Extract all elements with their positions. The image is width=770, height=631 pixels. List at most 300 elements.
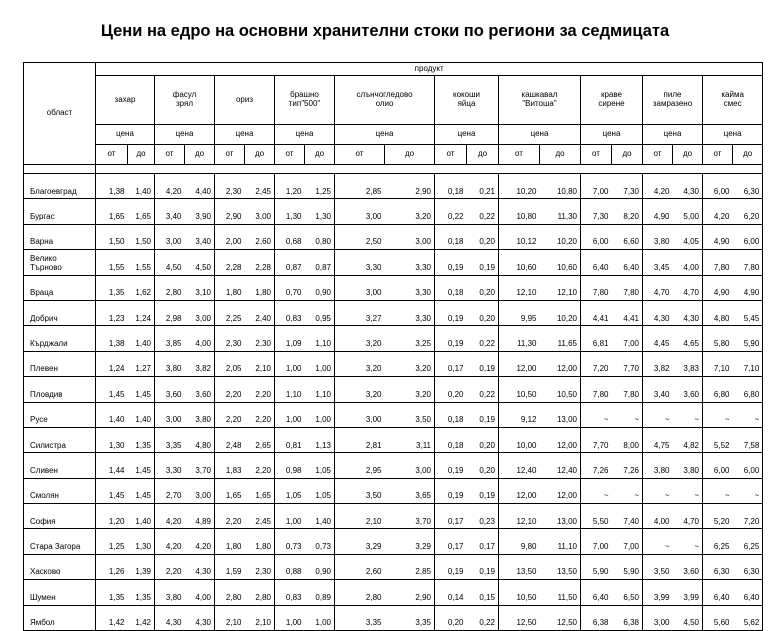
price-to-cell: 2,40 xyxy=(245,300,275,325)
price-label: цена xyxy=(155,125,215,145)
price-from-cell: 3,27 xyxy=(335,300,385,325)
price-to-cell: 4,20 xyxy=(185,529,215,554)
price-to-cell: 4,90 xyxy=(733,275,763,300)
price-from-cell: 4,90 xyxy=(643,199,673,224)
from-label: от xyxy=(96,145,128,165)
price-from-cell: 1,20 xyxy=(96,504,128,529)
price-from-cell: 7,00 xyxy=(581,529,612,554)
price-to-cell: 0,20 xyxy=(467,300,499,325)
price-from-cell: ~ xyxy=(643,478,673,503)
price-from-cell: 3,30 xyxy=(335,250,385,275)
price-to-cell: 12,00 xyxy=(540,351,581,376)
price-from-cell: 2,50 xyxy=(335,224,385,249)
price-to-cell: 2,65 xyxy=(245,427,275,452)
price-to-cell: 1,40 xyxy=(128,326,155,351)
price-to-cell: 7,58 xyxy=(733,427,763,452)
price-label: цена xyxy=(643,125,703,145)
price-to-cell: 11,30 xyxy=(540,199,581,224)
price-from-cell: 2,10 xyxy=(215,605,245,630)
price-to-cell: 3,20 xyxy=(385,351,435,376)
price-to-cell: 7,00 xyxy=(612,326,643,351)
price-to-cell: 1,00 xyxy=(305,402,335,427)
price-from-cell: 0,18 xyxy=(435,427,467,452)
price-from-cell: 7,00 xyxy=(581,174,612,199)
table-row xyxy=(24,453,763,478)
price-to-cell: 6,30 xyxy=(733,174,763,199)
price-to-cell: 0,89 xyxy=(305,580,335,605)
price-from-cell: 1,35 xyxy=(96,275,128,300)
price-to-cell: 0,22 xyxy=(467,377,499,402)
price-to-cell: 3,90 xyxy=(185,199,215,224)
table-row xyxy=(24,504,763,529)
price-from-cell: 5,20 xyxy=(703,504,733,529)
price-to-cell: 1,30 xyxy=(305,199,335,224)
price-to-cell: 4,30 xyxy=(185,605,215,630)
price-label: цена xyxy=(581,125,643,145)
table-row xyxy=(24,402,763,427)
price-to-cell: 7,70 xyxy=(612,351,643,376)
price-to-cell: 3,20 xyxy=(385,377,435,402)
from-to-row xyxy=(24,145,763,165)
price-from-cell: 1,59 xyxy=(215,554,245,579)
price-from-cell: 1,00 xyxy=(275,605,305,630)
price-to-cell: 6,30 xyxy=(733,554,763,579)
price-to-cell: ~ xyxy=(733,402,763,427)
price-from-cell: 1,09 xyxy=(275,326,305,351)
price-from-cell: 13,50 xyxy=(499,554,540,579)
price-to-cell: 0,23 xyxy=(467,504,499,529)
table-row xyxy=(24,275,763,300)
price-from-cell: 1,38 xyxy=(96,326,128,351)
price-to-cell: 13,00 xyxy=(540,504,581,529)
table-row xyxy=(24,478,763,503)
price-to-cell: 3,00 xyxy=(245,199,275,224)
price-from-cell: 1,65 xyxy=(215,478,245,503)
price-from-cell: 4,80 xyxy=(703,300,733,325)
price-from-cell: 7,30 xyxy=(581,199,612,224)
price-to-cell: 7,30 xyxy=(612,174,643,199)
price-from-cell: 2,98 xyxy=(155,300,185,325)
price-from-cell: 1,35 xyxy=(96,580,128,605)
price-to-cell: 3,00 xyxy=(385,224,435,249)
price-to-cell: 4,50 xyxy=(673,605,703,630)
price-to-cell: 0,20 xyxy=(467,275,499,300)
from-label: от xyxy=(581,145,612,165)
price-from-cell: 6,40 xyxy=(703,580,733,605)
price-from-cell: 2,80 xyxy=(155,275,185,300)
product-header: захар xyxy=(96,76,155,125)
from-label: от xyxy=(703,145,733,165)
region-name: Сливен xyxy=(24,453,96,478)
price-from-cell: 3,40 xyxy=(155,199,185,224)
price-from-cell: 0,68 xyxy=(275,224,305,249)
price-from-cell: 0,19 xyxy=(435,300,467,325)
price-from-cell: ~ xyxy=(643,529,673,554)
price-to-cell: 1,00 xyxy=(305,351,335,376)
table-row xyxy=(24,554,763,579)
price-to-cell: 3,30 xyxy=(385,250,435,275)
from-label: от xyxy=(499,145,540,165)
price-to-cell: 1,45 xyxy=(128,478,155,503)
price-from-cell: 0,20 xyxy=(435,605,467,630)
from-label: от xyxy=(275,145,305,165)
price-from-cell: 2,05 xyxy=(215,351,245,376)
price-from-cell: 12,40 xyxy=(499,453,540,478)
from-label: от xyxy=(335,145,385,165)
price-from-cell: 7,20 xyxy=(581,351,612,376)
price-to-cell: 5,62 xyxy=(733,605,763,630)
price-from-cell: 7,80 xyxy=(581,377,612,402)
to-label: до xyxy=(733,145,763,165)
price-to-cell: 4,50 xyxy=(185,250,215,275)
from-label: от xyxy=(155,145,185,165)
price-from-cell: 0,18 xyxy=(435,275,467,300)
price-from-cell: 4,30 xyxy=(155,605,185,630)
price-from-cell: 1,45 xyxy=(96,478,128,503)
price-from-cell: 1,30 xyxy=(275,199,305,224)
price-to-cell: 7,80 xyxy=(612,275,643,300)
price-to-cell: 0,19 xyxy=(467,351,499,376)
price-to-cell: 0,22 xyxy=(467,326,499,351)
price-to-cell: 0,19 xyxy=(467,250,499,275)
table-row xyxy=(24,377,763,402)
price-to-cell: 7,20 xyxy=(733,504,763,529)
table-row xyxy=(24,199,763,224)
price-to-cell: 4,80 xyxy=(185,427,215,452)
price-from-cell: 6,00 xyxy=(703,453,733,478)
price-from-cell: 4,30 xyxy=(643,300,673,325)
region-name: Смолян xyxy=(24,478,96,503)
price-to-cell: 2,85 xyxy=(385,554,435,579)
price-from-cell: ~ xyxy=(643,402,673,427)
price-from-cell: 6,38 xyxy=(581,605,612,630)
product-names-row xyxy=(24,76,763,125)
price-from-cell: 0,18 xyxy=(435,224,467,249)
price-to-cell: 3,10 xyxy=(185,275,215,300)
price-from-cell: 12,10 xyxy=(499,275,540,300)
price-from-cell: 10,50 xyxy=(499,377,540,402)
region-name: Плевен xyxy=(24,351,96,376)
from-label: от xyxy=(435,145,467,165)
price-from-cell: 10,50 xyxy=(499,580,540,605)
price-from-cell: 0,14 xyxy=(435,580,467,605)
price-from-cell: 7,10 xyxy=(703,351,733,376)
region-name: Ямбол xyxy=(24,605,96,630)
price-to-cell: 1,35 xyxy=(128,427,155,452)
price-from-cell: ~ xyxy=(703,478,733,503)
table-row xyxy=(24,351,763,376)
price-from-cell: 3,20 xyxy=(335,377,385,402)
price-from-cell: 2,48 xyxy=(215,427,245,452)
product-group-header-row xyxy=(24,63,763,76)
price-from-cell: 10,20 xyxy=(499,174,540,199)
price-from-cell: 7,80 xyxy=(581,275,612,300)
price-to-cell: 2,90 xyxy=(385,580,435,605)
price-from-cell: 0,18 xyxy=(435,402,467,427)
price-from-cell: 3,50 xyxy=(335,478,385,503)
region-column-header: област xyxy=(24,63,96,165)
price-from-cell: 12,10 xyxy=(499,504,540,529)
price-to-cell: 4,00 xyxy=(673,250,703,275)
price-from-cell: 3,00 xyxy=(155,224,185,249)
price-to-cell: 4,70 xyxy=(673,504,703,529)
price-from-cell: 10,80 xyxy=(499,199,540,224)
price-from-cell: 0,19 xyxy=(435,453,467,478)
price-from-cell: 0,88 xyxy=(275,554,305,579)
price-from-cell: 7,26 xyxy=(581,453,612,478)
price-from-cell: 4,75 xyxy=(643,427,673,452)
price-to-cell: 1,40 xyxy=(128,402,155,427)
price-to-cell: 13,50 xyxy=(540,554,581,579)
price-from-cell: 4,90 xyxy=(703,275,733,300)
price-from-cell: 0,87 xyxy=(275,250,305,275)
price-to-cell: 3,70 xyxy=(185,453,215,478)
price-from-cell: 2,95 xyxy=(335,453,385,478)
price-to-cell: 3,25 xyxy=(385,326,435,351)
price-to-cell: 1,00 xyxy=(305,605,335,630)
price-to-cell: 0,80 xyxy=(305,224,335,249)
to-label: до xyxy=(305,145,335,165)
price-to-cell: 2,28 xyxy=(245,250,275,275)
price-to-cell: ~ xyxy=(733,478,763,503)
price-from-cell: 2,80 xyxy=(335,580,385,605)
region-name: Враца xyxy=(24,275,96,300)
price-label: цена xyxy=(499,125,581,145)
price-from-cell: 5,60 xyxy=(703,605,733,630)
product-header: кайма смес xyxy=(703,76,763,125)
region-name: Варна xyxy=(24,224,96,249)
price-from-cell: 1,25 xyxy=(96,529,128,554)
price-to-cell: 12,00 xyxy=(540,478,581,503)
price-from-cell: 2,81 xyxy=(335,427,385,452)
price-from-cell: 2,28 xyxy=(215,250,245,275)
price-to-cell: 10,20 xyxy=(540,224,581,249)
price-from-cell: 0,22 xyxy=(435,199,467,224)
price-to-cell: 7,10 xyxy=(733,351,763,376)
price-from-cell: 0,19 xyxy=(435,478,467,503)
price-from-cell: 4,20 xyxy=(643,174,673,199)
price-to-cell: 1,05 xyxy=(305,478,335,503)
price-to-cell: 2,30 xyxy=(245,326,275,351)
price-from-cell: 10,12 xyxy=(499,224,540,249)
price-to-cell: 1,27 xyxy=(128,351,155,376)
price-from-cell: 1,42 xyxy=(96,605,128,630)
price-from-cell: 12,00 xyxy=(499,478,540,503)
price-to-cell: 1,13 xyxy=(305,427,335,452)
price-to-cell: 2,10 xyxy=(245,351,275,376)
price-to-cell: 3,30 xyxy=(385,275,435,300)
price-to-cell: 2,20 xyxy=(245,377,275,402)
price-from-cell: 3,30 xyxy=(155,453,185,478)
price-from-cell: 0,20 xyxy=(435,377,467,402)
price-from-cell: 3,50 xyxy=(643,554,673,579)
price-from-cell: 3,00 xyxy=(335,199,385,224)
price-to-cell: 6,00 xyxy=(733,224,763,249)
price-from-cell: 1,40 xyxy=(96,402,128,427)
price-from-cell: 6,25 xyxy=(703,529,733,554)
price-to-cell: 2,30 xyxy=(245,554,275,579)
price-from-cell: 12,00 xyxy=(499,351,540,376)
price-to-cell: 2,80 xyxy=(245,580,275,605)
price-to-cell: 1,45 xyxy=(128,453,155,478)
price-from-cell: 3,60 xyxy=(155,377,185,402)
price-from-cell: 3,82 xyxy=(643,351,673,376)
price-from-cell: 2,60 xyxy=(335,554,385,579)
price-to-cell: 0,95 xyxy=(305,300,335,325)
region-name: Силистра xyxy=(24,427,96,452)
price-to-cell: 6,50 xyxy=(612,580,643,605)
price-to-cell: 2,10 xyxy=(245,605,275,630)
price-to-cell: 11,65 xyxy=(540,326,581,351)
price-from-cell: 3,80 xyxy=(155,580,185,605)
price-from-cell: 1,00 xyxy=(275,504,305,529)
price-to-cell: 11,10 xyxy=(540,529,581,554)
price-to-cell: ~ xyxy=(673,402,703,427)
price-to-cell: 4,30 xyxy=(673,300,703,325)
price-to-cell: 3,29 xyxy=(385,529,435,554)
price-to-cell: 1,30 xyxy=(128,529,155,554)
price-to-cell: 4,40 xyxy=(185,174,215,199)
price-from-cell: 2,10 xyxy=(335,504,385,529)
price-to-cell: 4,70 xyxy=(673,275,703,300)
price-to-cell: 1,80 xyxy=(245,529,275,554)
product-header: брашно тип"500" xyxy=(275,76,335,125)
price-from-cell: 3,35 xyxy=(335,605,385,630)
price-from-cell: 5,50 xyxy=(581,504,612,529)
price-to-cell: 3,80 xyxy=(185,402,215,427)
price-from-cell: 1,24 xyxy=(96,351,128,376)
region-name: Русе xyxy=(24,402,96,427)
price-from-cell: 3,40 xyxy=(643,377,673,402)
price-to-cell: 0,22 xyxy=(467,199,499,224)
price-from-cell: 10,00 xyxy=(499,427,540,452)
price-to-cell: 4,30 xyxy=(673,174,703,199)
price-from-cell: 1,10 xyxy=(275,377,305,402)
product-header: пиле замразено xyxy=(643,76,703,125)
price-to-cell: 0,73 xyxy=(305,529,335,554)
table-row xyxy=(24,529,763,554)
price-to-cell: 6,00 xyxy=(733,453,763,478)
price-from-cell: 1,23 xyxy=(96,300,128,325)
price-from-cell: 2,30 xyxy=(215,326,245,351)
table-row xyxy=(24,580,763,605)
price-to-cell: 7,40 xyxy=(612,504,643,529)
price-to-cell: 2,60 xyxy=(245,224,275,249)
price-to-cell: 1,65 xyxy=(128,199,155,224)
price-from-cell: 3,80 xyxy=(155,351,185,376)
price-to-cell: 0,19 xyxy=(467,402,499,427)
table-row xyxy=(24,250,763,275)
price-from-cell: 2,80 xyxy=(215,580,245,605)
price-from-cell: 0,98 xyxy=(275,453,305,478)
price-from-cell: 0,83 xyxy=(275,300,305,325)
price-from-cell: 6,00 xyxy=(703,174,733,199)
table-row xyxy=(24,224,763,249)
price-to-cell: 6,40 xyxy=(612,250,643,275)
price-from-cell: 2,30 xyxy=(215,174,245,199)
product-header: ориз xyxy=(215,76,275,125)
price-from-cell: 2,20 xyxy=(155,554,185,579)
price-from-cell: 6,00 xyxy=(581,224,612,249)
price-from-cell: 1,20 xyxy=(275,174,305,199)
price-from-cell: 6,40 xyxy=(581,250,612,275)
region-name: Пловдив xyxy=(24,377,96,402)
region-name: Шумен xyxy=(24,580,96,605)
region-name: София xyxy=(24,504,96,529)
price-to-cell: 4,89 xyxy=(185,504,215,529)
price-to-cell: 10,60 xyxy=(540,250,581,275)
price-from-cell: 4,90 xyxy=(703,224,733,249)
to-label: до xyxy=(540,145,581,165)
price-to-cell: ~ xyxy=(612,402,643,427)
price-to-cell: 3,70 xyxy=(385,504,435,529)
price-to-cell: 3,80 xyxy=(673,453,703,478)
price-to-cell: 11,50 xyxy=(540,580,581,605)
price-to-cell: 4,00 xyxy=(185,580,215,605)
price-to-cell: 3,50 xyxy=(385,402,435,427)
price-from-cell: 4,20 xyxy=(155,529,185,554)
price-to-cell: 12,50 xyxy=(540,605,581,630)
price-from-cell: 0,17 xyxy=(435,504,467,529)
price-to-cell: ~ xyxy=(673,478,703,503)
table-row xyxy=(24,326,763,351)
product-group-header: продукт xyxy=(96,63,763,76)
price-from-cell: 3,00 xyxy=(335,402,385,427)
price-from-cell: 9,12 xyxy=(499,402,540,427)
spacer-row xyxy=(24,165,763,174)
price-from-cell: 0,19 xyxy=(435,554,467,579)
price-to-cell: 0,20 xyxy=(467,453,499,478)
price-from-cell: 0,19 xyxy=(435,326,467,351)
price-from-cell: 2,85 xyxy=(335,174,385,199)
price-from-cell: 2,90 xyxy=(215,199,245,224)
table-row xyxy=(24,300,763,325)
price-from-cell: 1,80 xyxy=(215,275,245,300)
price-to-cell: 1,55 xyxy=(128,250,155,275)
price-label: цена xyxy=(96,125,155,145)
price-from-cell: 2,70 xyxy=(155,478,185,503)
page-title: Цени на едро на основни хранителни стоки по региони за седмицата xyxy=(100,22,670,40)
price-from-cell: 3,80 xyxy=(643,224,673,249)
price-from-cell: 2,00 xyxy=(215,224,245,249)
price-from-cell: 2,20 xyxy=(215,504,245,529)
price-from-cell: 6,81 xyxy=(581,326,612,351)
price-from-cell: 3,29 xyxy=(335,529,385,554)
price-to-cell: 4,30 xyxy=(185,554,215,579)
price-from-cell: 1,55 xyxy=(96,250,128,275)
price-to-cell: 1,05 xyxy=(305,453,335,478)
price-to-cell: 3,60 xyxy=(673,554,703,579)
price-from-cell: 6,30 xyxy=(703,554,733,579)
region-name: Благоевград xyxy=(24,174,96,199)
price-from-cell: 4,41 xyxy=(581,300,612,325)
price-label-row xyxy=(24,125,763,145)
price-from-cell: 3,00 xyxy=(643,605,673,630)
price-to-cell: 3,20 xyxy=(385,199,435,224)
to-label: до xyxy=(245,145,275,165)
price-to-cell: 3,83 xyxy=(673,351,703,376)
price-to-cell: 1,65 xyxy=(245,478,275,503)
price-to-cell: 3,40 xyxy=(185,224,215,249)
price-from-cell: 3,00 xyxy=(155,402,185,427)
price-label: цена xyxy=(275,125,335,145)
price-to-cell: 4,05 xyxy=(673,224,703,249)
price-from-cell: 1,00 xyxy=(275,351,305,376)
region-name: Стара Загора xyxy=(24,529,96,554)
price-from-cell: 2,20 xyxy=(215,402,245,427)
price-to-cell: 1,42 xyxy=(128,605,155,630)
price-to-cell: 10,50 xyxy=(540,377,581,402)
